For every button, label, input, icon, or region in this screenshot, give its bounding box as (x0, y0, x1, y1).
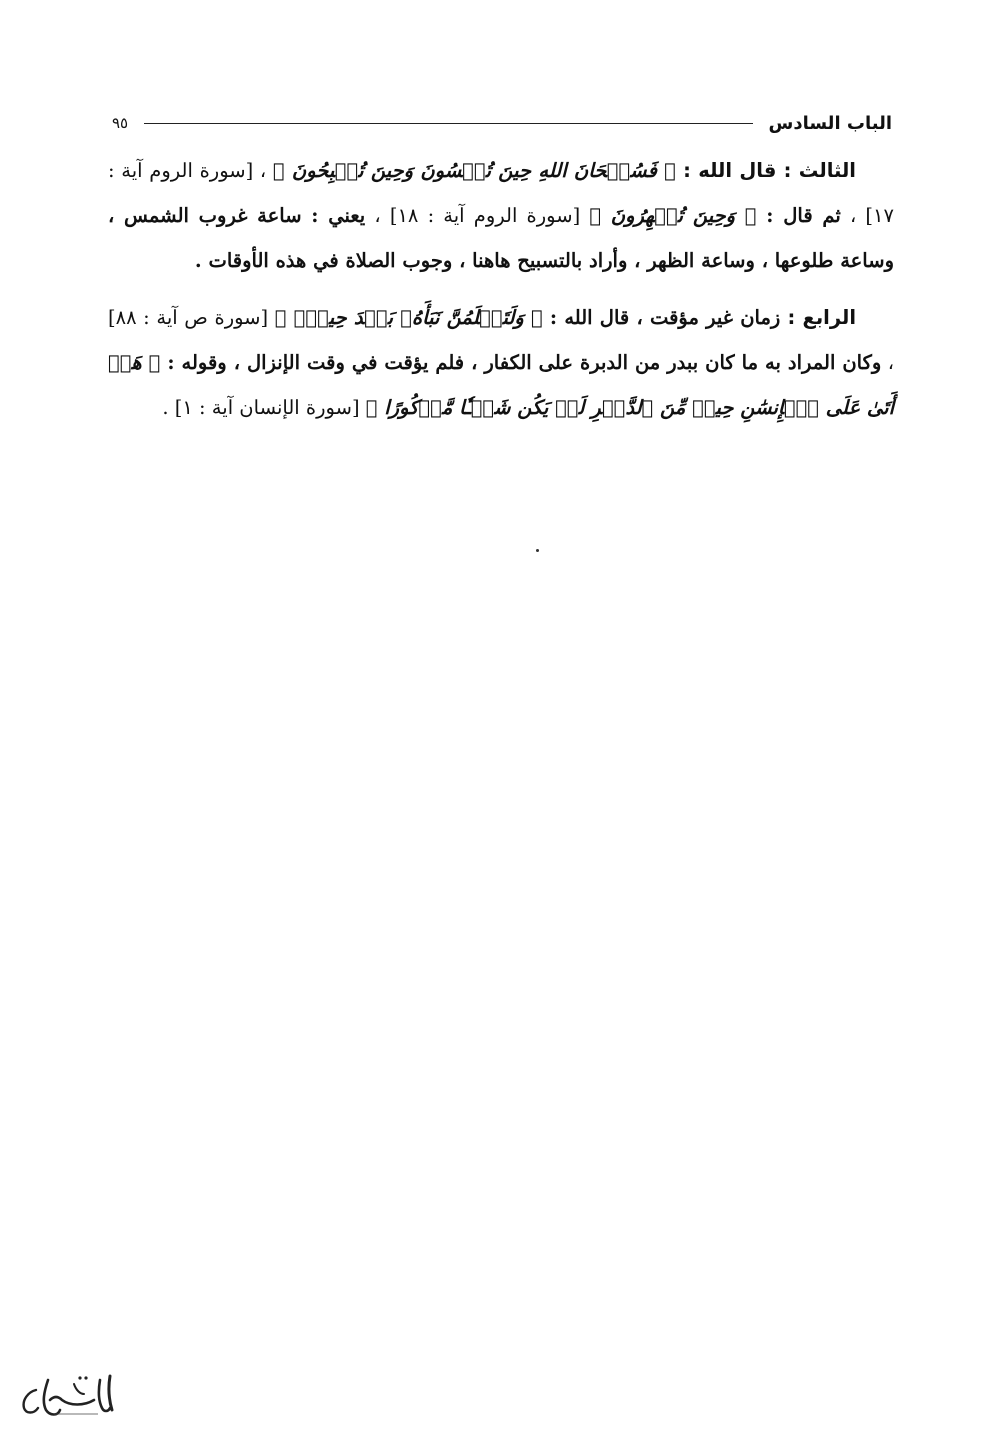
paragraph-fourth (108, 295, 894, 430)
running-header (112, 108, 892, 138)
body-text (108, 148, 894, 442)
chapter-title: الباب السادس (768, 112, 892, 134)
header-rule (144, 123, 752, 124)
quran-quote: ﴿ فَسُبۡحَانَ اللهِ حِينَ تُمۡسُونَ وَحِينَ تُصۡبِحُونَ ﴾ (272, 159, 676, 182)
quran-quote: ﴿ هَلۡ أَتَىٰ عَلَى ٱلۡإِنسَٰنِ حِينٞ مِّنَ ٱلدَّهۡرِ لَمۡ يَكُن شَيۡـٔٗا مَّذۡكُورًا ﴾ (108, 351, 894, 419)
publisher-logo (14, 1370, 124, 1420)
body-phrase: ثم قال : (756, 204, 841, 227)
body-phrase: وكان المراد به ما كان ببدر من الدبرة على الكفار ، فلم يؤقت في وقت الإنزال ، وقوله : (160, 351, 882, 374)
paragraph-third (108, 148, 894, 283)
section-lead: الثالث : قال الله : (675, 159, 856, 182)
stray-dot (536, 549, 539, 552)
citation: [سورة ص آية : ٨٨] ، (108, 306, 894, 374)
section-lead: الرابع : (780, 306, 857, 329)
page-number: ٩٥ (112, 114, 129, 132)
body-phrase: يعني : ساعة غروب الشمس ، وساعة طلوعها ، وساعة الظهر ، وأراد بالتسبيح هاهنا ، وجوب الصلاة في هذه الأوقات . (108, 204, 894, 272)
citation: [سورة الروم آية : ١٨] ، (365, 204, 590, 227)
quran-quote: ﴿ وَلَتَعۡلَمُنَّ نَبَأَهُۥ بَعۡدَ حِينِۭ ﴾ (274, 306, 543, 329)
citation: ، [سورة الروم آية : ١٧] ، (108, 159, 894, 227)
quran-quote: ﴿ وَحِينَ تُظۡهِرُونَ ﴾ (589, 204, 757, 227)
citation: [سورة الإنسان آية : ١] . (162, 396, 366, 419)
body-phrase: زمان غير مؤقت ، قال الله : (542, 306, 781, 329)
